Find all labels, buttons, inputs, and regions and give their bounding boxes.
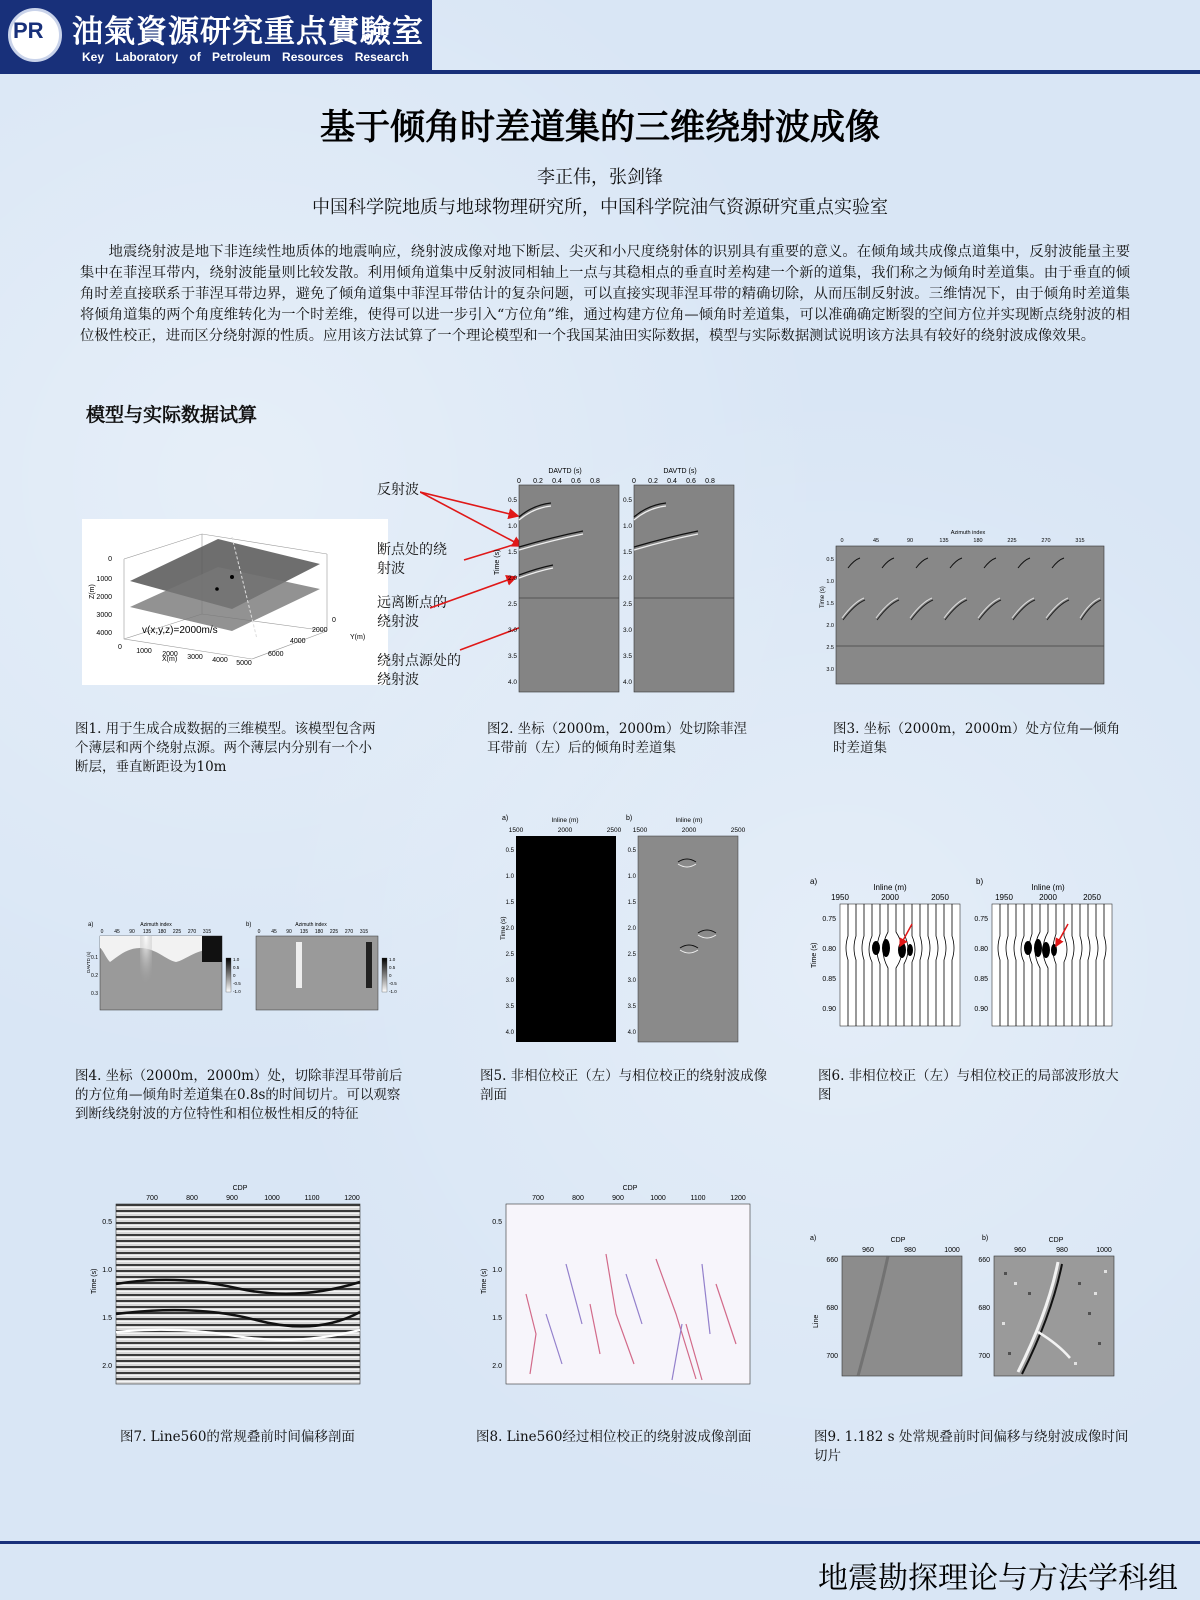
fig4-colorbar-tick: 0.5: [233, 965, 240, 970]
fig2-y-tick: 2.5: [622, 601, 632, 608]
fig5-panel-b: b): [626, 815, 633, 822]
fig8-x-tick: 1100: [690, 1195, 706, 1202]
fig3-y-tick: 1.0: [826, 579, 834, 585]
figure-4-plot: [86, 918, 406, 1014]
fig1-z-tick: 1000: [96, 576, 112, 583]
fig9-y-label: Line: [813, 1314, 820, 1328]
fig9-y-tick: 660: [978, 1257, 990, 1264]
footer-group-name: 地震勘探理论与方法学科组: [818, 1561, 1178, 1596]
fig9-x-tick: 1000: [944, 1247, 960, 1254]
fig8-axis-title: CDP: [622, 1185, 638, 1192]
fig4-colorbar-tick: -1.0: [233, 989, 241, 994]
fig2-y-tick: 1.5: [507, 549, 517, 556]
fig6-x-tick: 2050: [1083, 893, 1101, 902]
fig7-axis-title: CDP: [232, 1185, 248, 1192]
fig7-x-tick: 1000: [264, 1195, 280, 1202]
figure-7-plot: [90, 1182, 370, 1394]
figure-8-caption: 图8. Line560经过相位校正的绕射波成像剖面: [476, 1429, 752, 1445]
lab-header: [0, 0, 432, 70]
fig4-colorbar-tick: -1.0: [389, 989, 397, 994]
figure-7-caption: 图7. Line560的常规叠前时间偏移剖面: [120, 1429, 355, 1445]
fig1-y-tick: 4000: [290, 638, 306, 645]
fig6-panel-a: a): [810, 877, 818, 886]
fig7-x-tick: 700: [146, 1195, 158, 1202]
fig4-panel-a: a): [88, 922, 94, 928]
fig5-y-tick: 2.0: [627, 926, 636, 932]
fig2-x-tick: 0.2: [648, 478, 658, 485]
figure-6-plot: [808, 876, 1128, 1036]
fig6-y-tick: 0.90: [822, 1006, 836, 1013]
fig3-y-tick: 3.0: [826, 667, 834, 673]
figure-3: [818, 528, 1108, 688]
fig9-x-tick: 1000: [1096, 1247, 1112, 1254]
figure-8: [480, 1182, 760, 1394]
fig2-x-tick: 0.8: [590, 478, 600, 485]
fig9-x-tick: 980: [1056, 1247, 1068, 1254]
fig6-y-tick: 0.75: [974, 916, 988, 923]
fig8-x-tick: 1000: [650, 1195, 666, 1202]
figure-4: [86, 918, 406, 1014]
fig4-x-tick: 90: [129, 929, 135, 935]
fig5-y-tick: 1.5: [627, 900, 636, 906]
fig4-x-tick: 0: [257, 929, 261, 935]
fig2-x-tick: 0: [632, 478, 636, 485]
footer-rule: [0, 1541, 1200, 1544]
fig1-y-tick: 6000: [268, 651, 284, 658]
figure-5: [500, 812, 750, 1044]
fig2-y-tick: 0.5: [622, 497, 632, 504]
fig6-y-tick: 0.90: [974, 1006, 988, 1013]
fig2-x-tick: 0.6: [686, 478, 696, 485]
fig3-y-tick: 0.5: [826, 557, 834, 563]
fig9-y-tick: 660: [826, 1257, 838, 1264]
fig2-y-label: Time (s): [494, 549, 501, 575]
figure-7: [90, 1182, 370, 1394]
fig2-y-tick: 3.0: [622, 627, 632, 634]
section-heading: 模型与实际数据试算: [86, 404, 258, 426]
fig5-y-tick: 2.5: [505, 952, 514, 958]
fig9-x-tick: 960: [862, 1247, 874, 1254]
figure-6: [808, 876, 1128, 1036]
annotation-fault-diffraction: 断点处的绕射波: [377, 542, 447, 577]
fig5-x-tick: 1500: [632, 827, 648, 834]
fig6-y-tick: 0.75: [822, 916, 836, 923]
fig7-y-label: Time (s): [91, 1268, 98, 1294]
fig5-panel-a: a): [502, 815, 509, 822]
fig8-x-tick: 1200: [730, 1195, 746, 1202]
figure-9-plot: [808, 1232, 1128, 1392]
fig2-x-tick: 0.2: [533, 478, 543, 485]
fig5-x-tick: 2500: [606, 827, 622, 834]
annotation-reflection: 反射波: [377, 482, 419, 498]
fig8-y-tick: 2.0: [492, 1363, 502, 1370]
fig3-y-tick: 1.5: [826, 601, 834, 607]
figure-2-caption: 图2. 坐标（2000m，2000m）处切除菲涅耳带前（左）后的倾角时差道集: [487, 721, 747, 756]
fig2-y-tick: 2.0: [507, 575, 517, 582]
fig4-x-tick: 315: [359, 929, 369, 935]
fig2-y-tick: 3.5: [622, 653, 632, 660]
fig3-x-tick: 135: [939, 538, 949, 544]
fig6-x-tick: 1950: [831, 893, 849, 902]
figure-1: [82, 519, 388, 685]
fig1-z-tick: 3000: [96, 612, 112, 619]
fig4-x-tick: 0: [100, 929, 104, 935]
fig3-x-tick: 180: [973, 538, 983, 544]
fig7-x-tick: 900: [226, 1195, 238, 1202]
fig5-x-tick: 2000: [681, 827, 697, 834]
fig4-axis-title: Azimuth index: [295, 922, 327, 928]
fig2-x-tick: 0.4: [552, 478, 562, 485]
fig4-x-tick: 90: [286, 929, 292, 935]
fig4-x-tick: 45: [271, 929, 277, 935]
fig4-x-tick: 315: [202, 929, 212, 935]
figure-1-plot: [82, 519, 388, 685]
fig6-y-tick: 0.85: [822, 976, 836, 983]
fig9-x-tick: 980: [904, 1247, 916, 1254]
fig9-axis-title: CDP: [1048, 1237, 1064, 1244]
fig5-y-tick: 0.5: [627, 848, 636, 854]
fig1-x-tick: 4000: [212, 657, 228, 664]
figure-9: [808, 1232, 1128, 1392]
fig4-y-tick: 0.1: [91, 955, 98, 961]
figure-9-caption: 图9. 1.182 s 处常规叠前时间偏移与绕射波成像时间切片: [814, 1429, 1129, 1464]
fig8-x-tick: 800: [572, 1195, 584, 1202]
affiliation: 中国科学院地质与地球物理研究所，中国科学院油气资源研究重点实验室: [312, 197, 888, 218]
fig6-panel-b: b): [976, 877, 984, 886]
fig2-y-tick: 0.5: [507, 497, 517, 504]
fig8-y-tick: 0.5: [492, 1219, 502, 1226]
fig2-y-tick: 3.5: [507, 653, 517, 660]
fig5-x-tick: 2500: [730, 827, 746, 834]
fig4-axis-title: Azimuth index: [140, 922, 172, 928]
fig4-x-tick: 225: [329, 929, 339, 935]
fig2-y-tick: 1.5: [622, 549, 632, 556]
fig2-x-tick: 0.6: [571, 478, 581, 485]
fig8-x-tick: 700: [532, 1195, 544, 1202]
fig4-y-tick: 0.3: [91, 991, 98, 997]
fig8-y-label: Time (s): [481, 1268, 488, 1294]
fig4-x-tick: 270: [344, 929, 354, 935]
figure-1-caption: 图1. 用于生成合成数据的三维模型。该模型包含两个薄层和两个绕射点源。两个薄层内分别有一个小断层，垂直断距设为10m: [75, 721, 376, 775]
fig5-x-tick: 2000: [557, 827, 573, 834]
fig8-y-tick: 1.0: [492, 1267, 502, 1274]
fig9-panel-b: b): [982, 1235, 989, 1242]
fig1-y-label: Y(m): [350, 634, 366, 641]
fig6-axis-title: Inline (m): [873, 883, 907, 892]
fig6-x-tick: 2050: [931, 893, 949, 902]
fig1-velocity-label: v(x,y,z)=2000m/s: [142, 625, 218, 636]
figure-2: [493, 465, 743, 695]
fig4-y-tick: 0.2: [91, 973, 98, 979]
lab-name-en: Key Laboratory of Petroleum Resources Research: [82, 50, 409, 64]
fig2-y-tick: 4.0: [507, 679, 517, 686]
annotation-far-diffraction: 远离断点的绕射波: [377, 595, 447, 630]
fig4-x-tick: 180: [157, 929, 167, 935]
fig7-y-tick: 1.5: [102, 1315, 112, 1322]
fig2-x-tick: 0.8: [705, 478, 715, 485]
fig6-y-tick: 0.85: [974, 976, 988, 983]
fig7-y-tick: 2.0: [102, 1363, 112, 1370]
abstract: 地震绕射波是地下非连续性地质体的地震响应，绕射波成像对地下断层、尖灭和小尺度绕射体的识别具有重要的意义。在倾角域共成像点道集中，反射波能量主要集中在菲涅耳带内，绕射波能量则比较发散。利用倾角道集中反射波同相轴上一点与其稳相点的垂直时差构建一个新的道集，我们称之为倾角时差道集。由于垂直的倾角时差直接联系于菲涅耳带边界，避免了倾角道集中菲涅耳带估计的复杂问题，可以直接实现菲涅耳带的精确切除，从而压制反射波。三维情况下，由于倾角时差道集将倾角道集的两个角度维转化为一个时差维，使得可以进一步引入“方位角”维，通过构建方位角—倾角时差道集，可以准确确定断裂的空间方位并实现断点绕射波的相位极性校正，进而区分绕射源的性质。应用该方法试算了一个理论模型和一个我国某油田实际数据，模型与实际数据测试说明该方法具有较好的绕射波成像效果。: [80, 244, 1130, 344]
fig7-y-tick: 1.0: [102, 1267, 112, 1274]
fig4-colorbar-tick: -0.5: [389, 981, 397, 986]
fig5-y-tick: 3.0: [505, 978, 514, 984]
lab-name-cn: 油氣資源研究重点實驗室: [72, 14, 424, 50]
fig3-x-tick: 315: [1075, 538, 1085, 544]
fig1-x-tick: 3000: [187, 654, 203, 661]
fig4-colorbar-tick: 1.0: [389, 957, 396, 962]
fig3-axis-title: Azimuth index: [950, 530, 986, 536]
fig3-x-tick: 270: [1041, 538, 1051, 544]
fig9-y-tick: 700: [826, 1353, 838, 1360]
fig1-x-tick: 5000: [236, 660, 252, 667]
fig8-y-tick: 1.5: [492, 1315, 502, 1322]
fig3-x-tick: 45: [872, 538, 880, 544]
fig2-axis-title: DAVTD (s): [663, 468, 697, 475]
fig6-y-tick: 0.80: [822, 946, 836, 953]
fig2-y-tick: 1.0: [622, 523, 632, 530]
fig5-y-tick: 3.5: [505, 1004, 514, 1010]
fig7-y-tick: 0.5: [102, 1219, 112, 1226]
fig5-y-tick: 2.5: [627, 952, 636, 958]
figure-8-plot: [480, 1182, 760, 1394]
logo-text: PR: [13, 18, 44, 43]
fig1-z-tick: 4000: [96, 630, 112, 637]
fig5-y-tick: 3.0: [627, 978, 636, 984]
fig7-x-tick: 1100: [304, 1195, 320, 1202]
figure-5-caption: 图5. 非相位校正（左）与相位校正的绕射波成像剖面: [480, 1068, 768, 1103]
fig1-x-tick: 2000: [162, 651, 178, 658]
fig4-x-tick: 180: [314, 929, 324, 935]
fig6-y-tick: 0.80: [974, 946, 988, 953]
fig4-colorbar-tick: 0: [233, 973, 236, 978]
fig1-z-label: Z(m): [89, 584, 96, 599]
fig3-x-tick: 90: [906, 538, 914, 544]
fig8-x-tick: 900: [612, 1195, 624, 1202]
fig3-y-tick: 2.0: [826, 623, 834, 629]
fig5-y-tick: 4.0: [627, 1030, 636, 1036]
fig9-panel-a: a): [810, 1235, 817, 1242]
fig1-y-tick: 0: [332, 617, 336, 624]
fig4-x-tick: 135: [299, 929, 309, 935]
fig5-y-tick: 0.5: [505, 848, 514, 854]
annotation-point-diffraction: 绕射点源处的绕射波: [377, 653, 461, 688]
figure-5-plot: [500, 812, 750, 1044]
fig4-x-tick: 45: [114, 929, 120, 935]
fig3-y-tick: 2.5: [826, 645, 834, 651]
fig2-y-tick: 4.0: [622, 679, 632, 686]
fig2-y-tick: 1.0: [507, 523, 517, 530]
fig6-axis-title: Inline (m): [1031, 883, 1065, 892]
fig5-y-tick: 3.5: [627, 1004, 636, 1010]
fig6-y-label: Time (s): [811, 942, 818, 968]
figure-3-caption: 图3. 坐标（2000m，2000m）处方位角—倾角时差道集: [833, 721, 1120, 756]
figure-4-caption: 图4. 坐标（2000m，2000m）处，切除菲涅耳带前后的方位角—倾角时差道集在0.8s的时间切片。可以观察到断线绕射波的方位特性和相位极性相反的特征: [75, 1068, 403, 1122]
fig4-panel-b: b): [246, 922, 252, 928]
fig7-x-tick: 1200: [344, 1195, 360, 1202]
figure-6-caption: 图6. 非相位校正（左）与相位校正的局部波形放大图: [818, 1068, 1119, 1103]
fig4-x-tick: 135: [142, 929, 152, 935]
fig6-x-tick: 2000: [881, 893, 899, 902]
fig2-y-tick: 2.5: [507, 601, 517, 608]
fig1-x-tick: 0: [118, 644, 122, 651]
header-rule: [0, 70, 1200, 74]
authors: 李正伟，张剑锋: [537, 167, 663, 188]
fig4-colorbar-tick: 0.5: [389, 965, 396, 970]
fig2-axis-title: DAVTD (s): [548, 468, 582, 475]
fig9-axis-title: CDP: [890, 1237, 906, 1244]
fig5-axis-title: Inline (m): [551, 817, 579, 824]
poster-title: 基于倾角时差道集的三维绕射波成像: [319, 108, 880, 148]
fig9-x-tick: 960: [1014, 1247, 1026, 1254]
fig1-z-tick: 0: [108, 556, 112, 563]
fig4-x-tick: 270: [187, 929, 197, 935]
fig2-y-tick: 3.0: [507, 627, 517, 634]
fig2-y-tick: 2.0: [622, 575, 632, 582]
fig5-axis-title: Inline (m): [675, 817, 703, 824]
fig6-x-tick: 1950: [995, 893, 1013, 902]
fig4-y-label: DAVTD (s): [86, 951, 91, 973]
fig5-y-tick: 2.0: [505, 926, 514, 932]
fig4-x-tick: 225: [172, 929, 182, 935]
fig5-y-tick: 1.5: [505, 900, 514, 906]
fig5-y-tick: 1.0: [505, 874, 514, 880]
fig2-x-tick: 0.4: [667, 478, 677, 485]
fig5-y-tick: 4.0: [505, 1030, 514, 1036]
fig1-z-tick: 2000: [96, 594, 112, 601]
fig1-x-tick: 1000: [136, 648, 152, 655]
fig4-colorbar-tick: -0.5: [233, 981, 241, 986]
fig3-x-tick: 0: [840, 538, 844, 544]
figure-2-plot: [493, 465, 743, 695]
fig7-x-tick: 800: [186, 1195, 198, 1202]
fig5-x-tick: 1500: [508, 827, 524, 834]
fig9-y-tick: 680: [978, 1305, 990, 1312]
fig6-x-tick: 2000: [1039, 893, 1057, 902]
fig9-y-tick: 700: [978, 1353, 990, 1360]
fig4-colorbar-tick: 1.0: [233, 957, 240, 962]
fig5-y-label: Time (s): [500, 916, 507, 940]
fig4-colorbar-tick: 0: [389, 973, 392, 978]
fig5-y-tick: 1.0: [627, 874, 636, 880]
fig1-x-label: X(m): [162, 656, 178, 663]
fig3-y-label: Time (s): [820, 586, 826, 608]
fig1-y-tick: 2000: [312, 627, 328, 634]
fig2-x-tick: 0: [517, 478, 521, 485]
fig3-x-tick: 225: [1007, 538, 1017, 544]
figure-3-plot: [818, 528, 1108, 688]
fig9-y-tick: 680: [826, 1305, 838, 1312]
